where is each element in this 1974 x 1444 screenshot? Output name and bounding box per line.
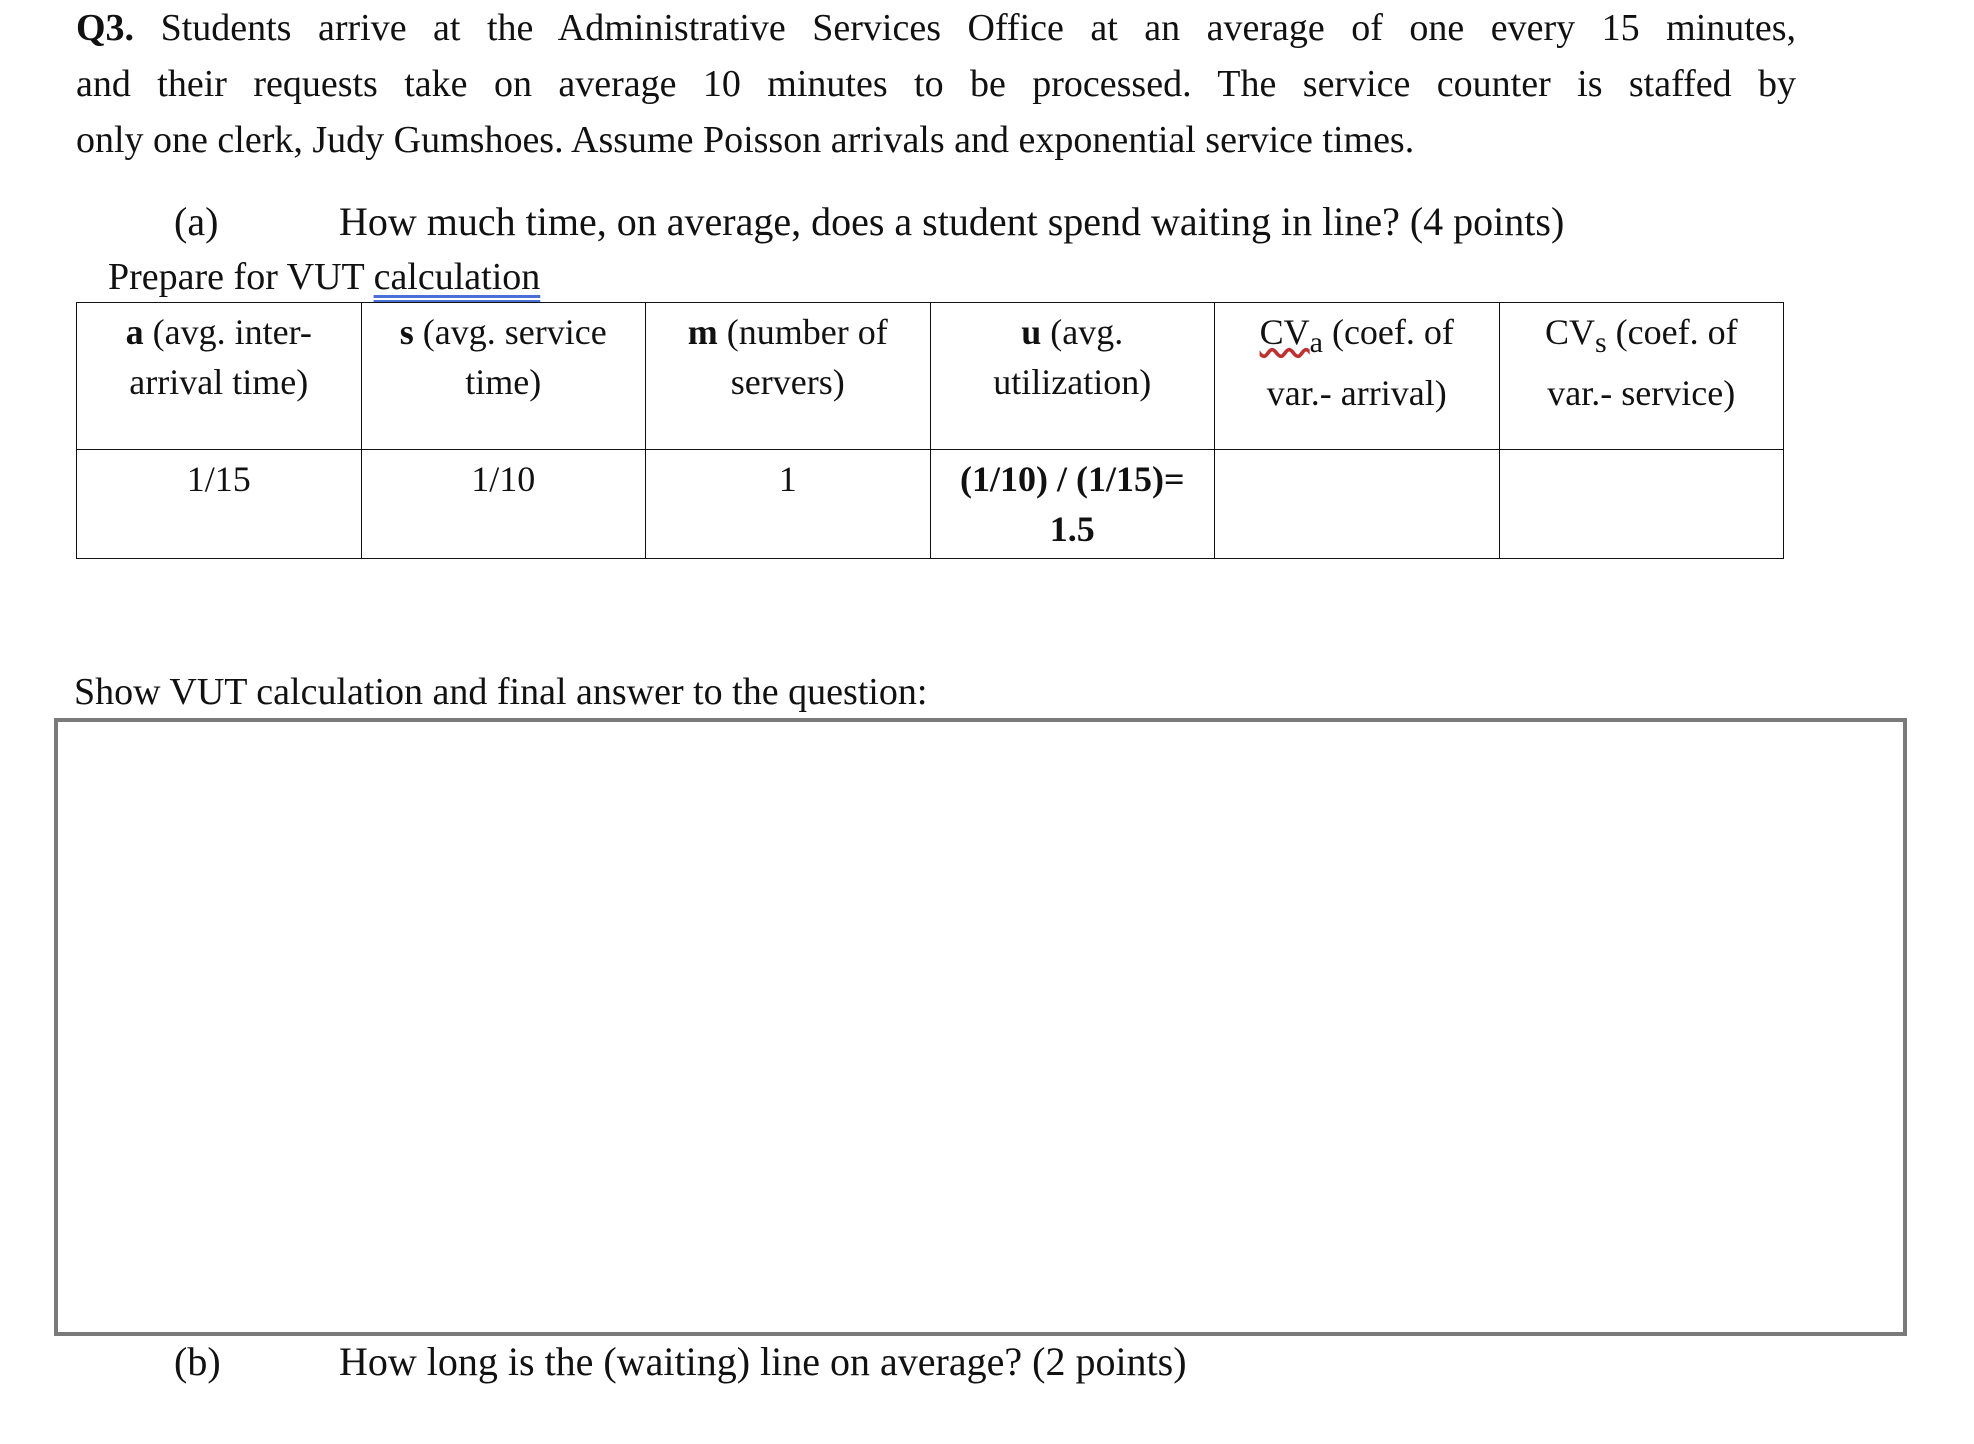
value-a: 1/15 (77, 450, 362, 559)
value-s: 1/10 (361, 450, 646, 559)
show-calculation-label: Show VUT calculation and final answer to the question: (74, 671, 928, 713)
header-cva: $CV_a$ (coef. of var.- arrival) (1215, 303, 1500, 450)
question-paragraph (76, 0, 1796, 168)
part-b-label: (b) (174, 1339, 221, 1384)
value-cva[interactable] (1215, 450, 1500, 559)
vut-table-value-row (77, 450, 1784, 559)
vut-table-header-row (77, 303, 1784, 450)
part-a-label: (a) (174, 199, 219, 244)
part-a-question: How much time, on average, does a student spend waiting in line? (4 points) (339, 199, 1565, 244)
header-a: a (avg. inter-arrival time) (77, 303, 362, 450)
question-line-1: Q3. Students arrive at the Administrative Services Office at an average of one every 15 minutes, (76, 7, 1796, 49)
value-m: 1 (646, 450, 931, 559)
prepare-heading: Prepare for VUT calculation (108, 256, 541, 298)
value-u: (1/10) / (1/15)= 1.5 (930, 450, 1215, 559)
header-s: s (avg. service time) (361, 303, 646, 450)
header-u: u (avg. utilization) (930, 303, 1215, 450)
question-number: Q3. (76, 7, 135, 49)
header-cvs: $CV_s$ (coef. of var.- service) (1499, 303, 1784, 450)
value-cvs[interactable] (1499, 450, 1784, 559)
answer-box[interactable] (54, 718, 1907, 1336)
vut-table (76, 302, 1784, 559)
part-b-question: How long is the (waiting) line on average? (2 points) (339, 1339, 1187, 1384)
question-line-2: and their requests take on average 10 minutes to be processed. The service counter is staffed by (76, 63, 1796, 105)
header-m: m (number of servers) (646, 303, 931, 450)
question-line-3: only one clerk, Judy Gumshoes. Assume Poisson arrivals and exponential service times. (76, 119, 1415, 161)
